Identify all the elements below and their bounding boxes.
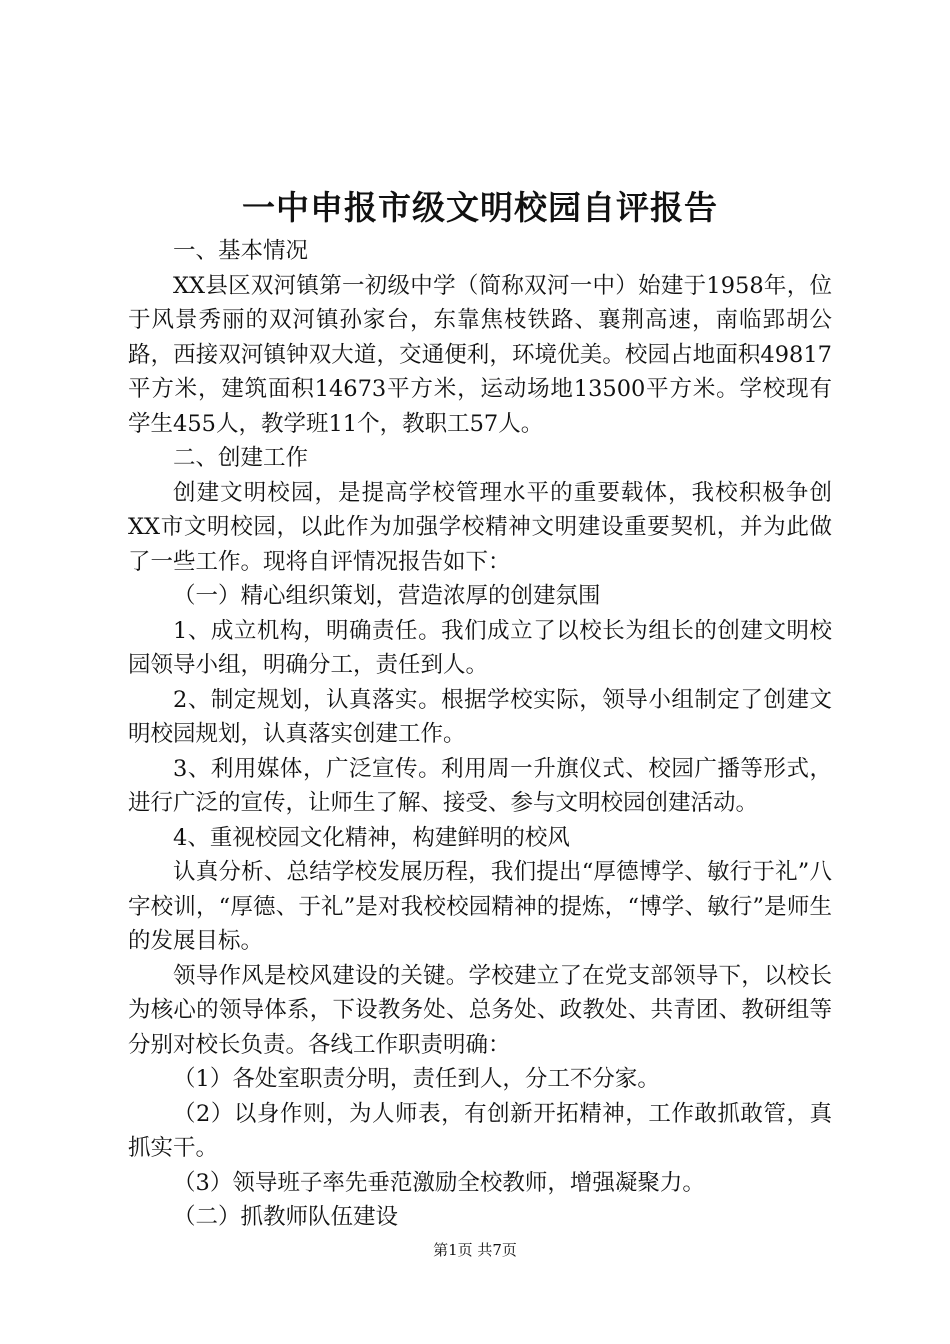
- paragraph: 3、利用媒体，广泛宣传。利用周一升旗仪式、校园广播等形式，进行广泛的宣传，让师生了解、接受、参与文明校园创建活动。: [128, 755, 832, 816]
- paragraph: XX县区双河镇第一初级中学（简称双河一中）始建于1958年，位于风景秀丽的双河镇孙家台，东靠焦枝铁路、襄荆高速，南临郢胡公路，西接双河镇钟双大道，交通便利，环境优美。校园占地面积49817平方米，建筑面积14673平方米，运动场地13500平方米。学校现有学生455人，教学班11个，教职工57人。: [128, 272, 832, 437]
- list-item: （1）各处室职责分明，责任到人，分工不分家。: [173, 1066, 660, 1092]
- paragraph: 创建文明校园，是提高学校管理水平的重要载体，我校积极争创XX市文明校园，以此作为加强学校精神文明建设重要契机，并为此做了一些工作。现将自评情况报告如下：: [128, 479, 832, 575]
- subsection-heading: （二）抓教师队伍建设: [173, 1204, 399, 1230]
- document-page: [128, 0, 832, 1344]
- paragraph: 认真分析、总结学校发展历程，我们提出“厚德博学、敏行于礼”八字校训，“厚德、于礼”是对我校校园精神的提炼，“博学、敏行”是师生的发展目标。: [128, 859, 832, 954]
- list-item: （3）领导班子率先垂范激励全校教师，增强凝聚力。: [173, 1169, 705, 1196]
- document-body: [128, 234, 832, 1235]
- paragraph: 1、成立机构，明确责任。我们成立了以校长为组长的创建文明校园领导小组，明确分工，责任到人。: [128, 617, 832, 678]
- paragraph: 4、重视校园文化精神，构建鲜明的校风: [173, 824, 570, 851]
- subsection-heading: （一）精心组织策划，营造浓厚的创建氛围: [173, 583, 601, 609]
- paragraph: 领导作风是校风建设的关键。学校建立了在党支部领导下，以校长为核心的领导体系，下设教务处、总务处、政教处、共青团、教研组等分别对校长负责。各线工作职责明确：: [128, 962, 832, 1058]
- document-title: 一中申报市级文明校园自评报告: [242, 188, 718, 227]
- page-footer: 第1页 共7页: [433, 1241, 517, 1259]
- paragraph: 2、制定规划，认真落实。根据学校实际，领导小组制定了创建文明校园规划，认真落实创建工作。: [128, 686, 832, 747]
- section-heading-work: 二、创建工作: [173, 445, 309, 471]
- list-item: （2）以身作则，为人师表，有创新开拓精神，工作敢抓敢管，真抓实干。: [128, 1100, 832, 1161]
- section-heading-basic: 一、基本情况: [173, 238, 309, 264]
